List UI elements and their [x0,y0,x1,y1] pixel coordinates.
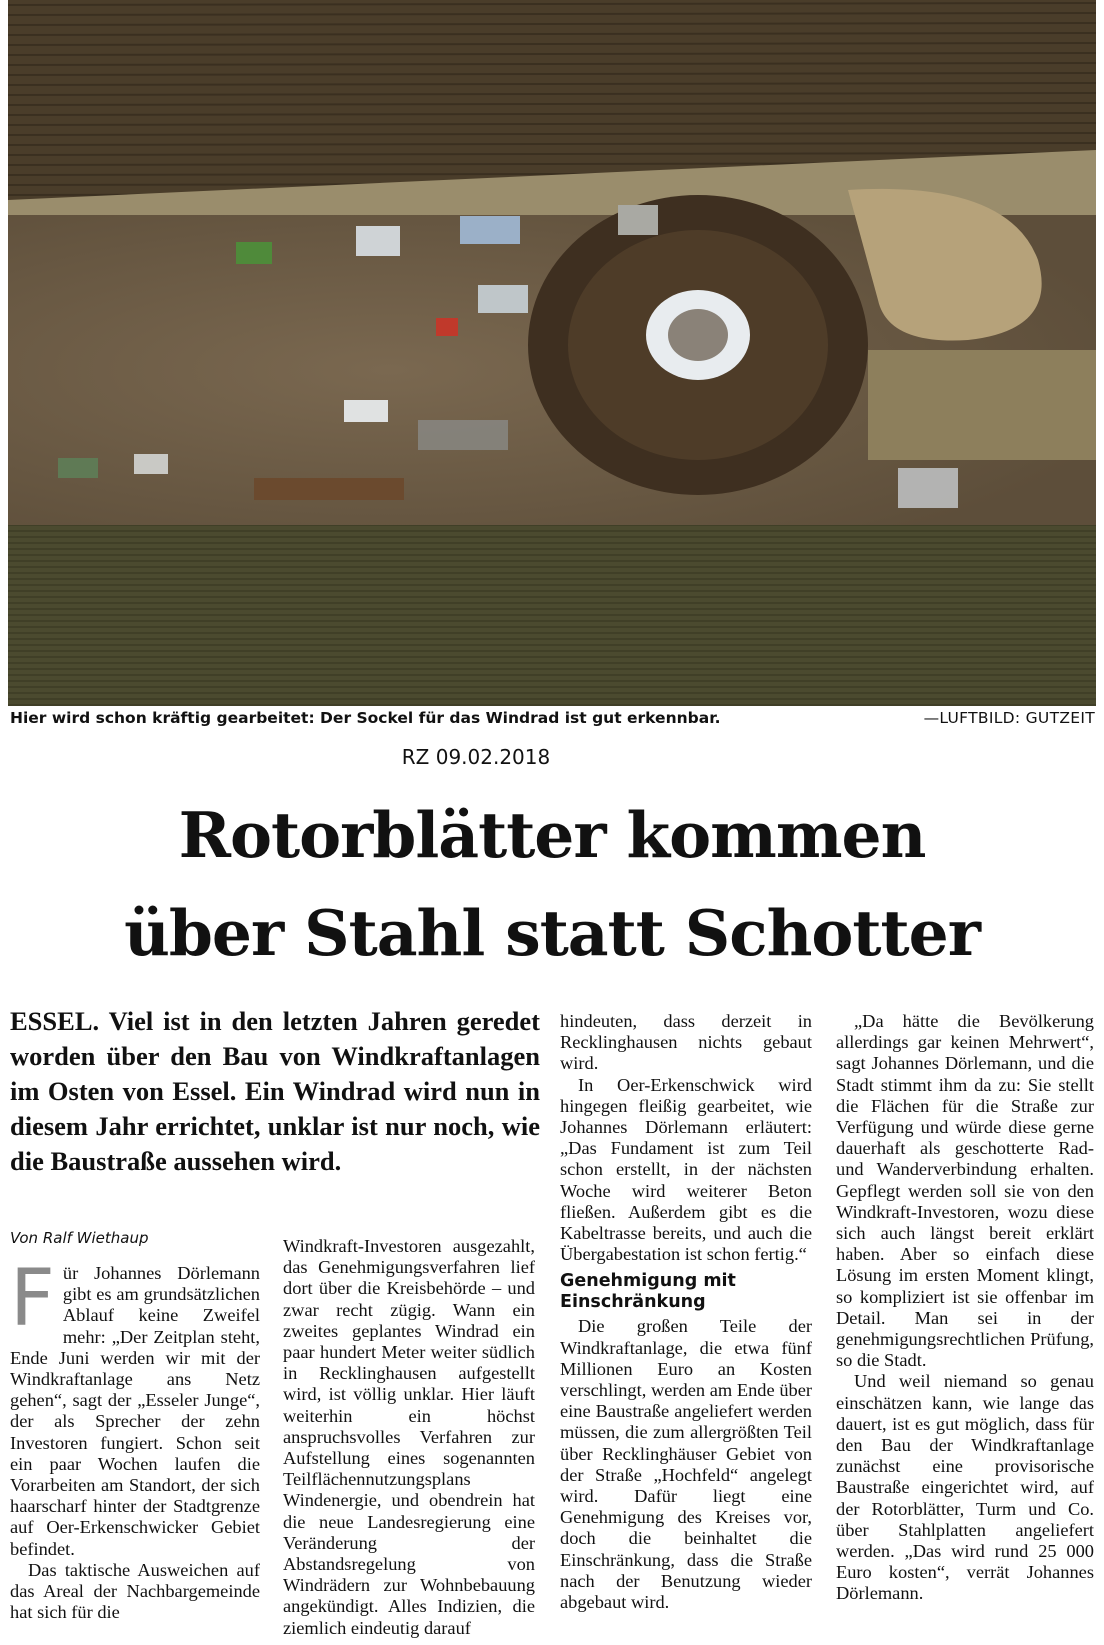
headline [0,786,1104,982]
photo-caption: Hier wird schon kräftig gearbeitet: Der Sockel für das Windrad ist gut erkennbar. [10,709,721,727]
paragraph: Das taktische Ausweichen auf das Areal der Nachbargemeinde hat sich für die [10,1559,260,1623]
paragraph: Die großen Teile der Windkraftanlage, die etwa fünf Millionen Euro an Kosten verschlingt, werden am Ende über eine Baustraße angeliefert werden müssen, die zum allergrößten Teil über Recklinghäuser Gebiet von der Straße „Hochfeld“ angelegt wird. Dafür liegt eine Genehmigung des Kreises vor, doch die beinhaltet die Einschränkung, dass die Straße nach der Benutzung wieder abgebaut wird. [560,1316,812,1613]
paragraph: hindeuten, dass derzeit in Recklinghausen nichts gebaut wird. [560,1011,812,1074]
photo-caption-row [10,709,1095,731]
article-column-3 [560,1011,812,1613]
lead-paragraph: ESSEL. Viel ist in den letzten Jahren geredet worden über den Bau von Windkraftanlagen im Osten von Essel. Ein Windrad wird nun in diesem Jahr errichtet, unklar ist nur noch, wie die Baustraße aussehen wird. [10,1006,540,1176]
headline-line-1: Rotorblätter kommen [178,798,926,872]
construction-site-image [8,0,1096,706]
photo-credit: —LUFTBILD: GUTZEIT [923,709,1095,727]
article-column-2 [283,1236,535,1639]
paragraph: Windkraft-Investoren ausgezahlt, das Genehmigungsverfahren lief dort über die Kreisbehörde – und zwar recht zügig. Wann ein zweites geplantes Windrad ein paar hundert Meter weiter südlich in Recklinghausen aufgestellt wird, ist völlig unklar. Hier läuft weiterhin ein höchst anspruchsvolles Verfahren zur Aufstellung eines sogenannten Teilflächennutzungsplans Windenergie, und obendrein hat die neue Landesregierung eine Veränderung der Abstandsregelung von Windrädern zur Wohnbebauung angekündigt. Alles Indizien, die ziemlich eindeutig darauf [283,1236,535,1638]
drop-cap: F [10,1254,55,1344]
paragraph: Und weil niemand so genau einschätzen kann, wie lange das dauert, ist es gut möglich, dass für den Bau der Windkraftanlage zunächst eine provisorische Baustraße eingerichtet wird, auf der Rotorblätter, Turm und Co. über Stahlplatten angeliefert werden. „Das wird rund 25 000 Euro kosten“, verrät Johannes Dörlemann. [836,1371,1094,1604]
subheading: Genehmigung mit Einschränkung [560,1271,736,1313]
paragraph: „Da hätte die Bevölkerung allerdings gar keinen Mehrwert“, sagt Johannes Dörlemann, und die Stadt stimmt ihm da zu: Sie stellt die Flächen für die Straße zur Verfügung und würde diese gerne dauerhaft als geschotterte Rad- und Wanderverbindung erhalten. Gepflegt werden soll sie von den Windkraft-Investoren, wozu diese sich auch längst bereit erklärt haben. Aber so einfach diese Lösung im ersten Moment klingt, so kompliziert ist sie offenbar im Detail. Man sei in der genehmigungsrechtlichen Prüfung, so die Stadt. [836,1011,1094,1371]
paragraph: In Oer-Erkenschwick wird hingegen fleißig gearbeitet, wie Johannes Dörlemann erläutert: „Das Fundament ist zum Teil schon erstellt, in der nächsten Woche wird weiterer Beton fließen. Außerdem gibt es die Kabeltrasse bereits, und auch die Übergabestation ist schon fertig.“ [560,1074,812,1265]
headline-line-2: über Stahl statt Schotter [124,896,980,970]
aerial-photo [8,0,1096,706]
dateline-text: RZ 09.02.2018 [401,745,551,769]
article-column-1 [10,1254,260,1623]
paragraph: ür Johannes Dörlemann gibt es am grundsätzlichen Ablauf keine Zweifel mehr: „Der Zeitplan steht, Ende Juni werden wir mit der Windkraftanlage ans Netz gehen“, sagt der „Esseler Junge“, der als Sprecher der zehn Investoren fungiert. Schon seit ein paar Wochen laufen die Vorarbeiten am Standort, der sich haarscharf hinter der Stadtgrenze auf Oer-Erkenschwicker Gebiet befindet. [10,1263,260,1559]
dateline [0,745,1104,769]
article-column-4 [836,1011,1094,1605]
byline: Von Ralf Wiethaup [10,1229,149,1247]
